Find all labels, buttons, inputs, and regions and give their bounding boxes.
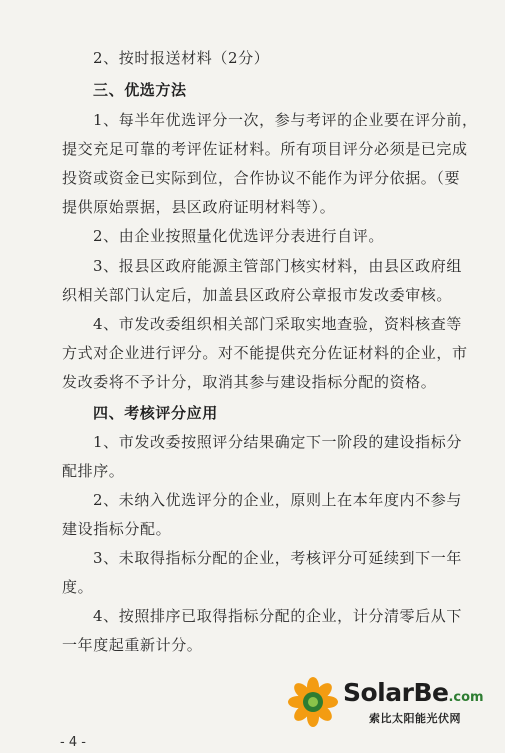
body-line: 方式对企业进行评分。对不能提供充分佐证材料的企业，市: [62, 344, 468, 362]
logo-tagline: 索比太阳能光伏网: [369, 712, 461, 725]
body-line: 投资或资金已实际到位，合作协议不能作为评分依据。（要: [62, 169, 461, 187]
logo-brand: SolarBe: [343, 678, 449, 707]
body-line: 发改委将不予计分，取消其参与建设指标分配的资格。: [62, 373, 437, 391]
body-line: 1、市发改委按照评分结果确定下一阶段的建设指标分: [93, 433, 462, 451]
body-line: 一年度起重新计分。: [62, 636, 203, 654]
body-line: 提供原始票据，县区政府证明材料等）。: [62, 198, 336, 216]
body-line: 1、每半年优选评分一次，参与考评的企业要在评分前，: [93, 111, 478, 129]
solarbe-watermark-logo: [287, 676, 499, 730]
body-line: 2、未纳入优选评分的企业，原则上在本年度内不参与: [93, 491, 462, 509]
body-line: 2、按时报送材料（2分）: [93, 49, 270, 67]
body-line: 2、由企业按照量化优选评分表进行自评。: [93, 227, 384, 245]
body-line: 4、按照排序已取得指标分配的企业，计分清零后从下: [93, 607, 462, 625]
body-line: 4、市发改委组织相关部门采取实地查验，资料核查等: [93, 315, 462, 333]
logo-domain-suffix: .com: [448, 690, 484, 705]
body-line: 提交充足可靠的考评佐证材料。所有项目评分必须是已完成: [62, 140, 468, 158]
body-line: 织相关部门认定后，加盖县区政府公章报市发改委审核。: [62, 286, 453, 304]
body-line: 度。: [62, 578, 94, 596]
body-line: 配排序。: [62, 462, 125, 480]
body-line: 3、报县区政府能源主管部门核实材料，由县区政府组: [93, 257, 462, 275]
body-line: 3、未取得指标分配的企业，考核评分可延续到下一年: [93, 549, 462, 567]
logo-wordmark: [343, 678, 484, 713]
section-heading: 四、考核评分应用: [93, 404, 218, 422]
sunflower-icon: [287, 676, 339, 728]
section-heading: 三、优选方法: [93, 81, 187, 99]
page-number: - 4 -: [60, 735, 86, 750]
body-line: 建设指标分配。: [62, 520, 172, 538]
